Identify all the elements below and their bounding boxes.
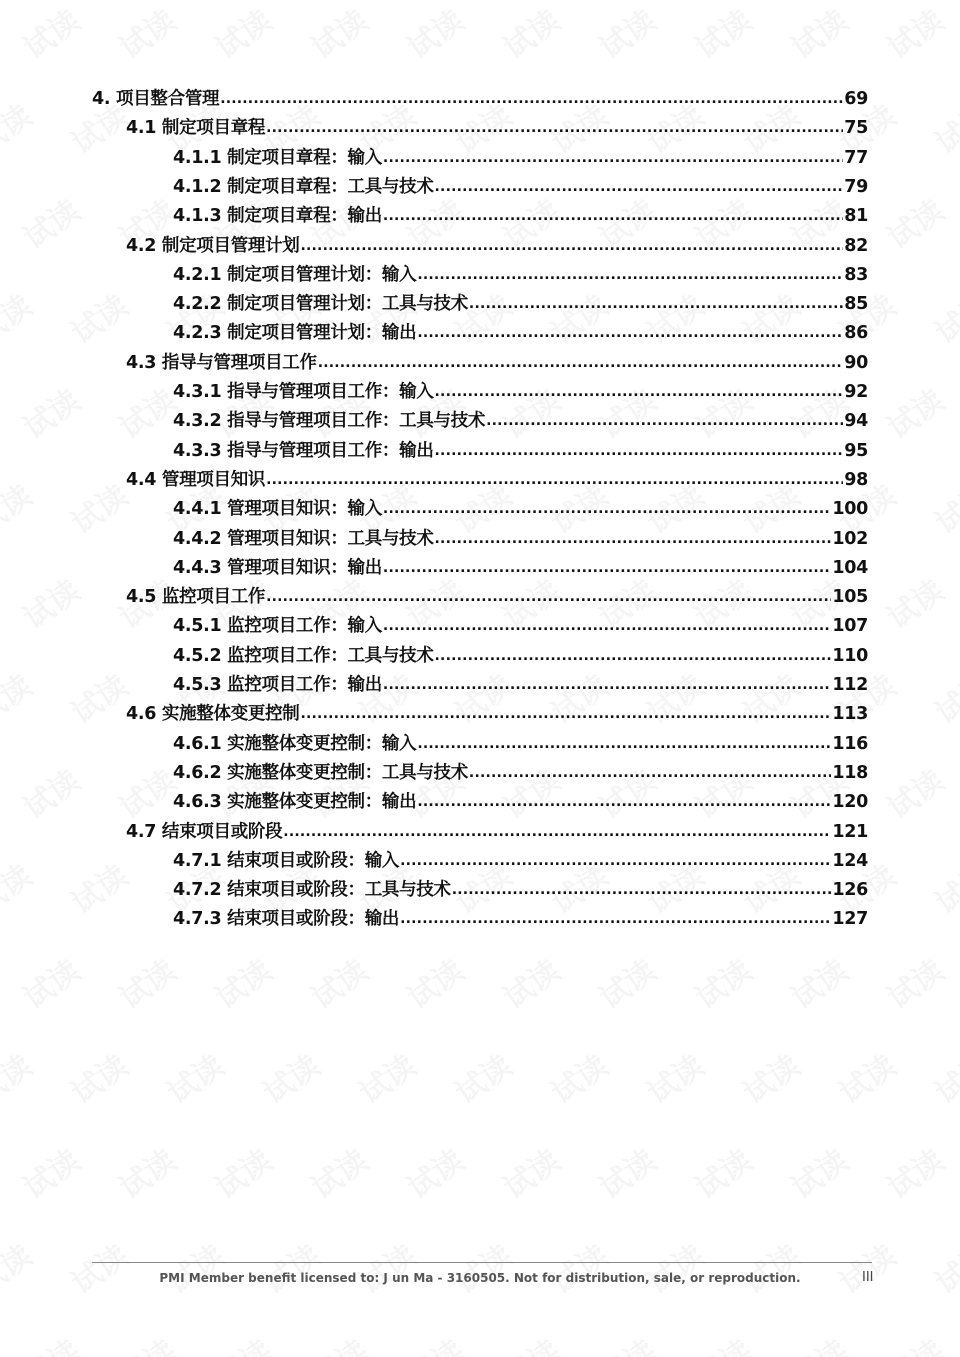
watermark-mark xyxy=(157,1042,231,1112)
toc-entry-title: 4.4.1 管理项目知识：输入 xyxy=(173,499,382,520)
toc-entry-page: 85 xyxy=(844,294,868,315)
toc-entry[interactable] xyxy=(173,438,868,464)
watermark-mark xyxy=(301,0,375,67)
watermark-mark xyxy=(589,1137,663,1207)
watermark-mark xyxy=(205,0,279,67)
watermark-mark xyxy=(13,187,87,257)
watermark-mark xyxy=(13,1137,87,1207)
toc-entry-title: 4.1.2 制定项目章程：工具与技术 xyxy=(173,176,434,197)
watermark-mark xyxy=(493,1327,567,1357)
watermark-mark xyxy=(589,1327,663,1357)
toc-dot-leader xyxy=(469,759,831,786)
toc-entry[interactable] xyxy=(173,203,868,229)
toc-entry[interactable] xyxy=(173,291,868,317)
toc-entry-title: 4.3.1 指导与管理项目工作：输入 xyxy=(173,382,434,402)
watermark-mark xyxy=(253,1042,327,1112)
watermark-mark xyxy=(349,1232,423,1302)
footer-license-text: PMI Member benefit licensed to: J un Ma - 3160505. Not for distribution, sale, or reproduction. xyxy=(159,1271,801,1285)
footer-divider xyxy=(92,1262,872,1263)
toc-dot-leader xyxy=(417,788,831,815)
watermark-mark xyxy=(301,947,375,1017)
toc-entry[interactable] xyxy=(173,174,868,200)
toc-entry-title: 4.1 制定项目章程 xyxy=(126,118,266,139)
watermark-mark xyxy=(877,947,951,1017)
watermark-mark xyxy=(589,947,663,1017)
toc-entry-title: 4.5.2 监控项目工作：工具与技术 xyxy=(173,645,434,666)
watermark-mark xyxy=(13,567,87,637)
toc-entry-page: 75 xyxy=(844,118,868,139)
toc-entry[interactable] xyxy=(126,350,868,376)
toc-entry-page: 116 xyxy=(832,733,868,754)
watermark-mark xyxy=(205,1137,279,1207)
toc-entry-title: 4.2.2 制定项目管理计划：工具与技术 xyxy=(173,294,468,315)
watermark-mark xyxy=(877,1327,951,1357)
toc-dot-leader xyxy=(435,173,844,200)
toc-entry-page: 94 xyxy=(844,411,868,432)
toc-dot-leader xyxy=(266,114,843,141)
watermark-mark xyxy=(541,1232,615,1302)
toc-dot-leader xyxy=(301,700,832,727)
watermark-mark xyxy=(781,947,855,1017)
toc-entry-page: 92 xyxy=(844,382,868,402)
toc-dot-leader xyxy=(383,612,831,639)
watermark-mark xyxy=(0,852,39,922)
toc-entry[interactable] xyxy=(126,467,868,493)
watermark-mark xyxy=(61,852,135,922)
toc-entry-title: 4.6.1 实施整体变更控制：输入 xyxy=(173,733,417,754)
toc-entry-page: 95 xyxy=(844,440,868,461)
watermark-mark xyxy=(781,1327,855,1357)
toc-dot-leader xyxy=(435,437,844,464)
toc-entry-title: 4.3.2 指导与管理项目工作：工具与技术 xyxy=(173,411,486,432)
toc-entry-page: 121 xyxy=(832,821,868,842)
toc-entry[interactable] xyxy=(173,613,868,639)
watermark-mark xyxy=(61,1232,135,1302)
watermark-mark xyxy=(301,1327,375,1357)
toc-entry[interactable] xyxy=(173,145,868,171)
watermark-mark xyxy=(733,1042,807,1112)
watermark-mark xyxy=(493,1137,567,1207)
toc-entry-page: 110 xyxy=(832,645,868,666)
watermark-mark xyxy=(541,1042,615,1112)
toc-entry-title: 4.2 制定项目管理计划 xyxy=(126,235,300,256)
toc-entry-title: 4.5 监控项目工作 xyxy=(126,587,266,608)
toc-entry-page: 118 xyxy=(832,762,868,783)
watermark-mark xyxy=(637,1042,711,1112)
watermark-mark xyxy=(397,1137,471,1207)
toc-entry-title: 4.6.2 实施整体变更控制：工具与技术 xyxy=(173,762,468,783)
watermark-mark xyxy=(13,377,87,447)
toc-entry-page: 104 xyxy=(832,557,868,578)
toc-entry-title: 4.2.1 制定项目管理计划：输入 xyxy=(173,264,417,285)
watermark-mark xyxy=(925,472,960,542)
toc-entry[interactable] xyxy=(126,115,868,141)
toc-entry-title: 4.5.1 监控项目工作：输入 xyxy=(173,616,382,637)
watermark-mark xyxy=(61,662,135,732)
toc-entry-title: 4.7.2 结束项目或阶段：工具与技术 xyxy=(173,880,451,901)
toc-entry-page: 82 xyxy=(844,235,868,256)
toc-entry-title: 4.4.3 管理项目知识：输出 xyxy=(173,557,382,578)
watermark-mark xyxy=(733,1232,807,1302)
toc-entry-page: 126 xyxy=(832,880,868,901)
toc-entry[interactable] xyxy=(173,262,868,288)
toc-entry[interactable] xyxy=(173,643,868,669)
toc-entry-title: 4.7 结束项目或阶段 xyxy=(126,821,283,842)
toc-dot-leader xyxy=(400,905,831,932)
toc-dot-leader xyxy=(383,495,831,522)
toc-entry-title: 4.3.3 指导与管理项目工作：输出 xyxy=(173,440,434,461)
toc-entry-page: 113 xyxy=(832,704,868,725)
toc-dot-leader xyxy=(417,730,831,757)
toc-entry-page: 120 xyxy=(832,792,868,813)
toc-entry-title: 4.2.3 制定项目管理计划：输出 xyxy=(173,323,417,344)
toc-entry[interactable] xyxy=(173,731,868,757)
watermark-mark xyxy=(13,0,87,67)
watermark-mark xyxy=(925,282,960,352)
toc-dot-leader xyxy=(486,407,843,434)
toc-entry-title: 4.7.1 结束项目或阶段：输入 xyxy=(173,850,400,871)
toc-dot-leader xyxy=(435,642,832,669)
watermark-mark xyxy=(925,1042,960,1112)
toc-dot-leader xyxy=(452,876,832,903)
toc-entry-page: 79 xyxy=(844,176,868,197)
toc-entry[interactable] xyxy=(173,496,868,522)
toc-entry-title: 4.4 管理项目知识 xyxy=(126,469,266,490)
watermark-mark xyxy=(0,1232,39,1302)
watermark-mark xyxy=(205,1327,279,1357)
watermark-mark xyxy=(877,0,951,67)
toc-entry-title: 4.5.3 监控项目工作：输出 xyxy=(173,675,382,695)
watermark-mark xyxy=(0,92,39,162)
watermark-mark xyxy=(205,947,279,1017)
watermark-mark xyxy=(781,0,855,67)
toc-dot-leader xyxy=(417,319,843,346)
watermark-mark xyxy=(877,1137,951,1207)
watermark-mark xyxy=(685,0,759,67)
toc-dot-leader xyxy=(383,554,831,581)
watermark-mark xyxy=(109,0,183,67)
toc-dot-leader xyxy=(383,671,831,698)
toc-entry[interactable] xyxy=(173,320,868,346)
toc-entry-page: 98 xyxy=(844,469,868,490)
watermark-mark xyxy=(109,1327,183,1357)
watermark-mark xyxy=(877,377,951,447)
toc-dot-leader xyxy=(318,349,844,376)
watermark-mark xyxy=(0,282,39,352)
toc-dot-leader xyxy=(266,466,843,493)
toc-entry-title: 4.6.3 实施整体变更控制：输出 xyxy=(173,792,417,813)
toc-entry-page: 107 xyxy=(832,616,868,637)
watermark-mark xyxy=(397,0,471,67)
toc-entry[interactable] xyxy=(173,906,868,932)
watermark-mark xyxy=(685,947,759,1017)
footer-page-number: III xyxy=(862,1270,874,1285)
toc-entry[interactable] xyxy=(92,86,868,112)
toc-entry[interactable] xyxy=(173,789,868,815)
toc-dot-leader xyxy=(266,583,831,610)
toc-entry[interactable] xyxy=(126,233,868,259)
watermark-mark xyxy=(253,1232,327,1302)
watermark-mark xyxy=(109,1137,183,1207)
toc-entry-page: 105 xyxy=(832,587,868,608)
toc-entry-page: 124 xyxy=(832,850,868,871)
toc-entry-title: 4.7.3 结束项目或阶段：输出 xyxy=(173,909,400,930)
toc-dot-leader xyxy=(283,818,831,845)
watermark-mark xyxy=(397,947,471,1017)
watermark-mark xyxy=(589,0,663,67)
watermark-mark xyxy=(13,947,87,1017)
watermark-mark xyxy=(877,757,951,827)
watermark-mark xyxy=(829,1232,903,1302)
watermark-mark xyxy=(685,1327,759,1357)
watermark-mark xyxy=(61,1042,135,1112)
toc-entry-page: 127 xyxy=(832,909,868,930)
watermark-mark xyxy=(781,1137,855,1207)
watermark-mark xyxy=(0,472,39,542)
watermark-mark xyxy=(0,1042,39,1112)
watermark-mark xyxy=(61,472,135,542)
toc-entry-title: 4.1.3 制定项目章程：输出 xyxy=(173,206,382,227)
toc-dot-leader xyxy=(417,261,843,288)
toc-entry[interactable] xyxy=(173,848,868,874)
watermark-mark xyxy=(61,282,135,352)
watermark-mark xyxy=(637,1232,711,1302)
toc-entry-page: 69 xyxy=(844,89,868,109)
toc-entry-page: 86 xyxy=(844,323,868,344)
toc-entry-page: 102 xyxy=(832,528,868,549)
watermark-mark xyxy=(925,1232,960,1302)
toc-entry[interactable] xyxy=(173,760,868,786)
watermark-mark xyxy=(445,1232,519,1302)
watermark-mark xyxy=(0,662,39,732)
watermark-mark xyxy=(925,852,960,922)
watermark-mark xyxy=(829,1042,903,1112)
toc-entry-title: 4.4.2 管理项目知识：工具与技术 xyxy=(173,528,434,549)
toc-dot-leader xyxy=(220,85,843,112)
toc-dot-leader xyxy=(435,525,832,552)
watermark-mark xyxy=(397,1327,471,1357)
watermark-mark xyxy=(925,92,960,162)
toc-entry-title: 4.1.1 制定项目章程：输入 xyxy=(173,147,382,168)
watermark-mark xyxy=(445,1042,519,1112)
toc-entry[interactable] xyxy=(126,819,868,845)
watermark-mark xyxy=(301,1137,375,1207)
toc-entry[interactable] xyxy=(173,555,868,581)
toc-dot-leader xyxy=(400,847,831,874)
watermark-mark xyxy=(157,1232,231,1302)
toc-entry-page: 100 xyxy=(832,499,868,520)
toc-entry[interactable] xyxy=(173,408,868,434)
watermark-mark xyxy=(493,947,567,1017)
toc-entry[interactable] xyxy=(173,672,868,698)
toc-dot-leader xyxy=(435,378,844,405)
watermark-mark xyxy=(109,947,183,1017)
toc-dot-leader xyxy=(469,290,843,317)
watermark-mark xyxy=(493,0,567,67)
toc-entry[interactable] xyxy=(173,526,868,552)
toc-entry-title: 4.6 实施整体变更控制 xyxy=(126,704,300,725)
watermark-mark xyxy=(13,1327,87,1357)
watermark-mark xyxy=(925,662,960,732)
toc-entry-title: 4.3 指导与管理项目工作 xyxy=(126,352,317,373)
toc-dot-leader xyxy=(383,144,843,171)
toc-entry-page: 90 xyxy=(844,352,868,373)
watermark-mark xyxy=(877,567,951,637)
watermark-mark xyxy=(877,187,951,257)
toc-entry[interactable] xyxy=(126,584,868,610)
toc-entry-page: 112 xyxy=(832,675,868,695)
toc-dot-leader xyxy=(301,232,844,259)
toc-entry-page: 77 xyxy=(844,147,868,168)
watermark-mark xyxy=(685,1137,759,1207)
toc-entry-page: 83 xyxy=(844,264,868,285)
toc-entry[interactable] xyxy=(173,877,868,903)
toc-dot-leader xyxy=(383,202,843,229)
toc-entry[interactable] xyxy=(173,379,868,405)
toc-entry-page: 81 xyxy=(844,206,868,227)
watermark-mark xyxy=(13,757,87,827)
watermark-mark xyxy=(349,1042,423,1112)
toc-entry-title: 4. 项目整合管理 xyxy=(92,89,220,109)
toc-entry[interactable] xyxy=(126,701,868,727)
